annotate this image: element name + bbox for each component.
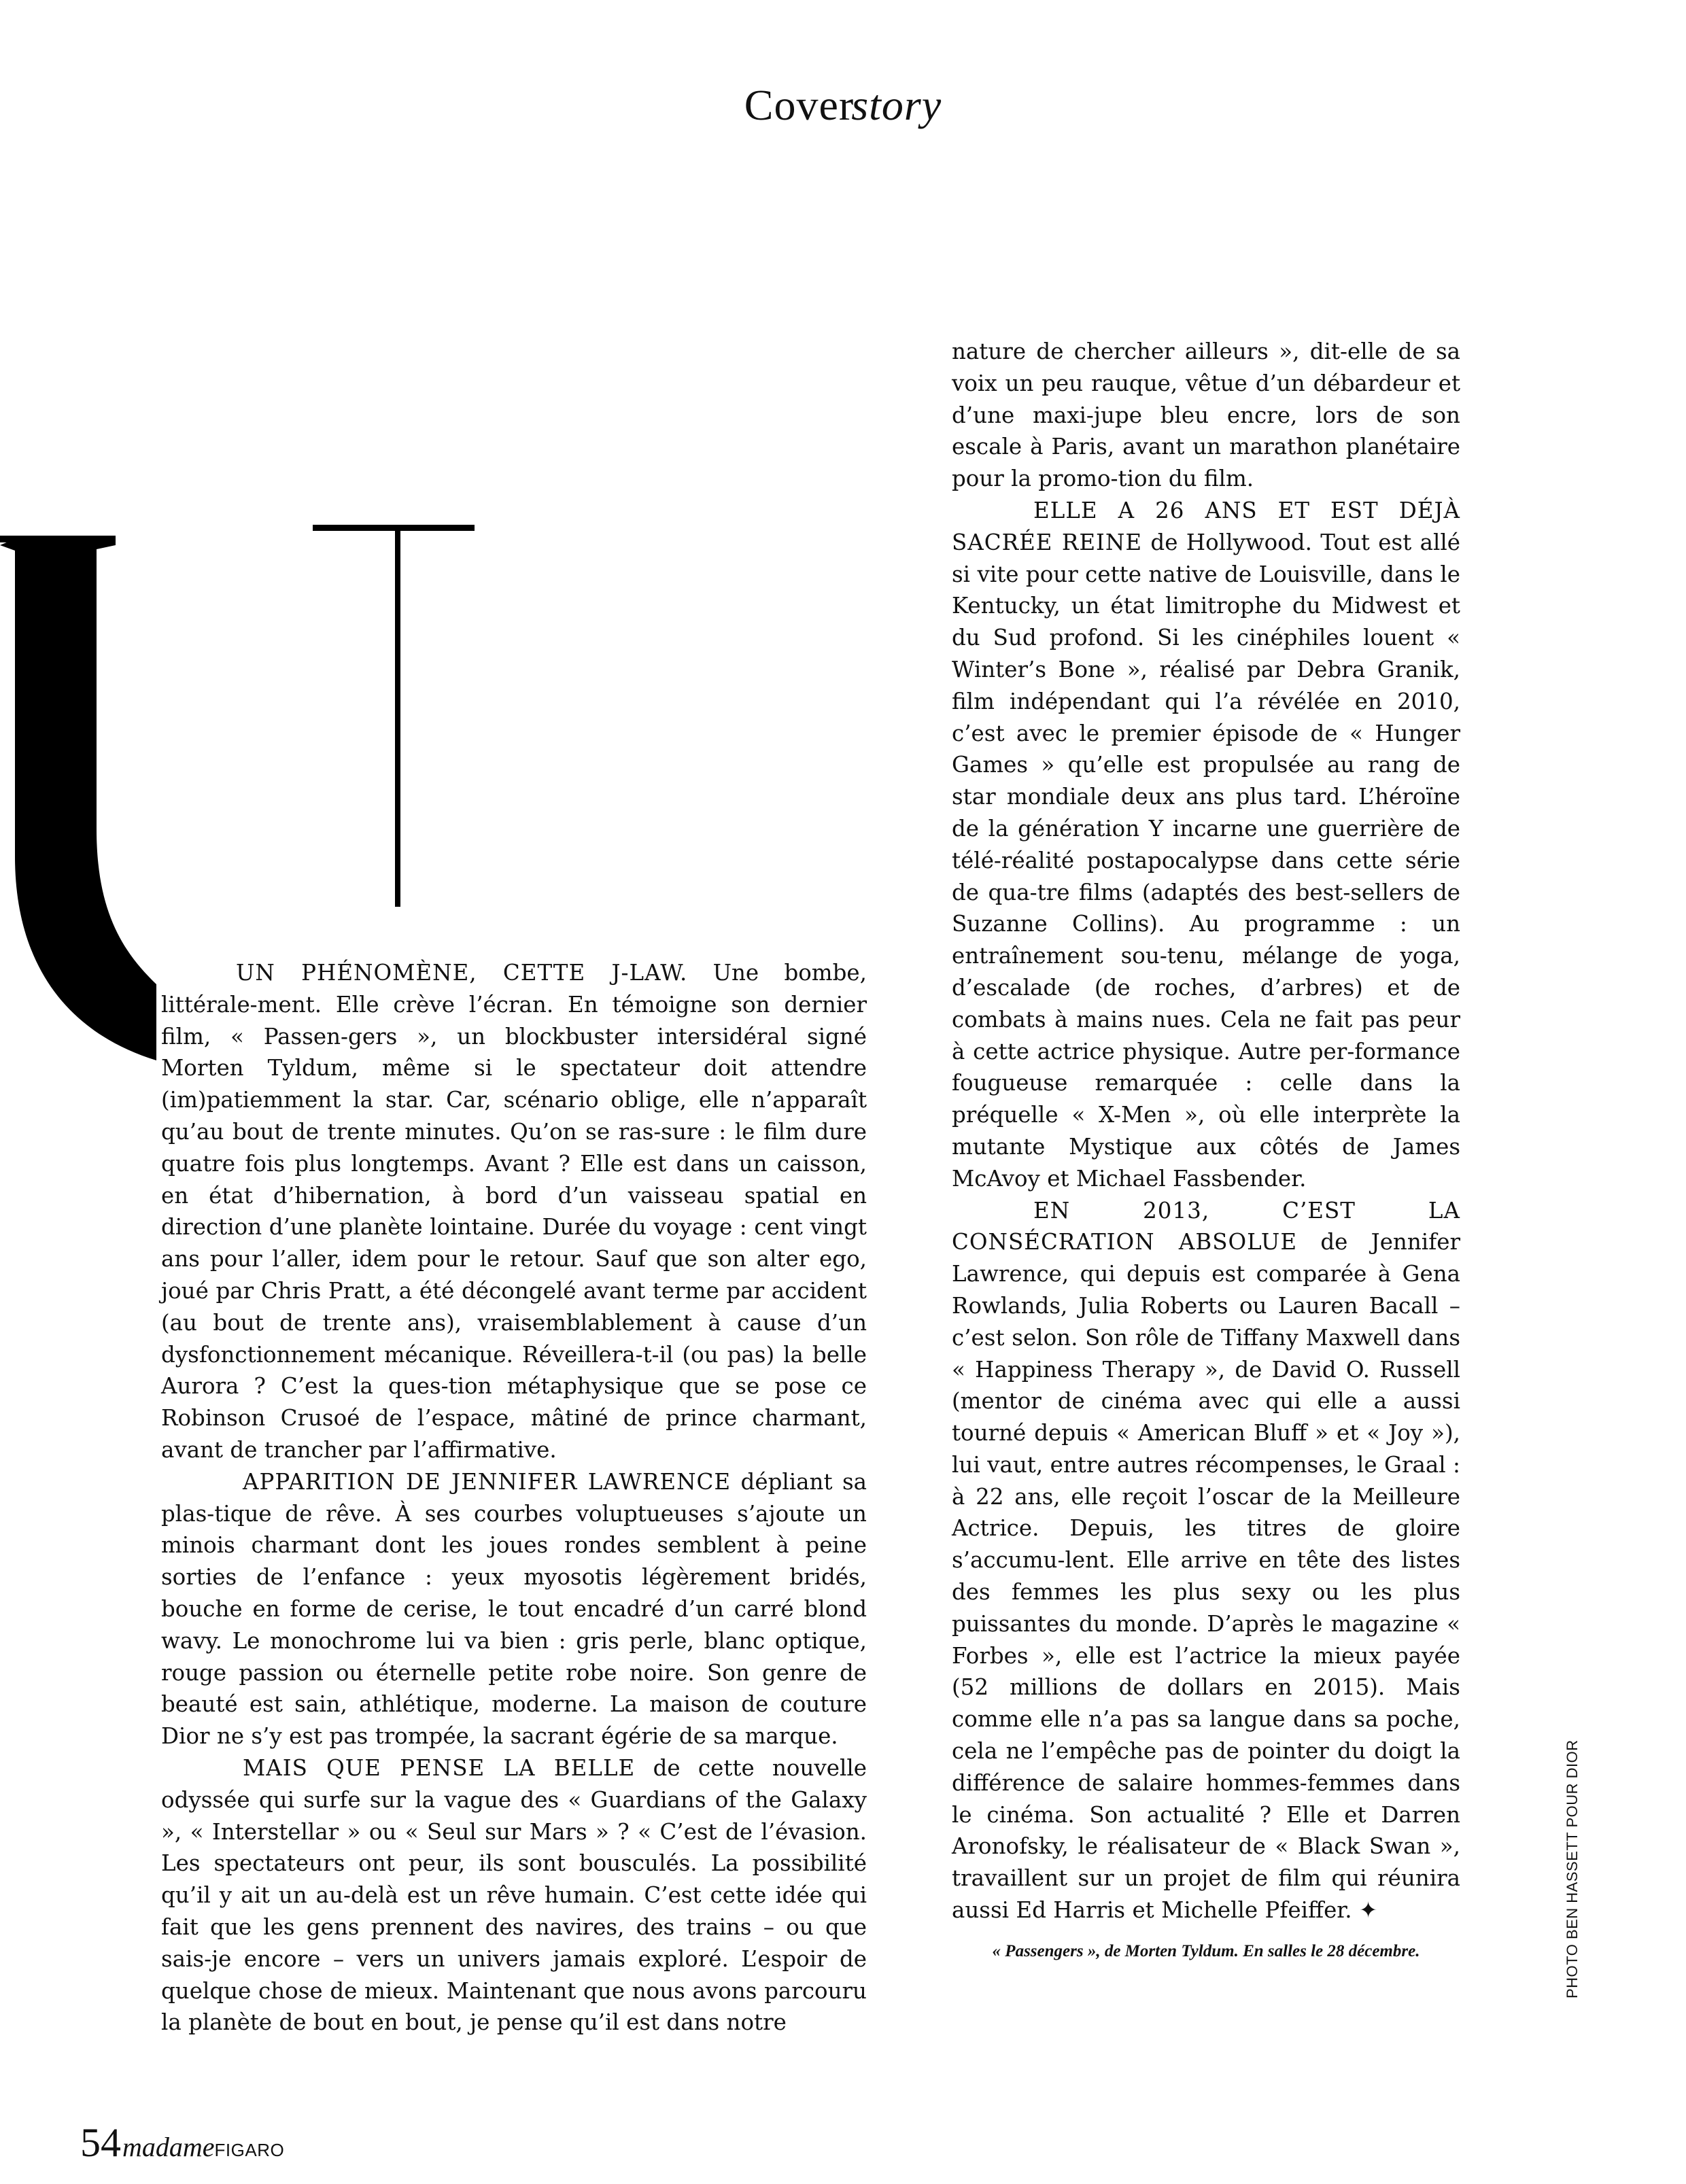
paragraph-lead: MAIS QUE PENSE LA BELLE (243, 1754, 636, 1781)
end-mark-icon: ✦ (1358, 1897, 1378, 1924)
photo-credit: PHOTO BEN HASSETT POUR DIOR (1564, 1739, 1581, 1998)
rubric-part2: story (851, 81, 942, 129)
left-paragraph-3 (161, 1752, 867, 2039)
section-rubric (0, 80, 1686, 131)
drop-cap-thin-stroke (395, 529, 400, 907)
magazine-name-part2: FIGARO (214, 2140, 285, 2160)
paragraph-lead: EN 2013, C’EST LA CONSÉCRATION ABSOLUE (952, 1197, 1460, 1255)
right-paragraph-3 (952, 1195, 1460, 1926)
left-text-column (161, 957, 867, 2039)
paragraph-text: de Hollywood. Tout est allé si vite pour cette native de Louisville, dans le Kentucky, un état limitrophe du Midwest et du Sud profond. Si les cinéphiles louent « Winter’s Bone », réalisé par Debra Granik, film indépendant qui l’a révélée en 2010, c’est avec le premier épisode de « Hunger Games » qu’elle est propulsée au rang de star mondiale deux ans plus tard. L’héroïne de la génération Y incarne une guerrière de télé-réalité postapocalypse dans cette série de qua-tre films (adaptés des best-sellers de Suzanne Collins). Au programme : un entraînement sou-tenu, mélange de yoga, d’escalade (de roches, d’arbres) et de combats à mains nues. Cela ne fait pas peur à cette actrice physique. Autre per-formance fougueuse remarquée : celle dans la préquelle « X-Men », où elle interprète la mutante Mystique aux côtés de James McAvoy et Michael Fassbender. (952, 529, 1461, 1192)
paragraph-text: Une bombe, littérale-ment. Elle crève l’écran. En témoigne son dernier film, « Passen-gers », un blockbuster intersidéral signé Morten Tyldum, même si le spectateur doit attendre (im)patiemment la star. Car, scénario oblige, elle n’apparaît qu’au bout de trente minutes. Qu’on se ras-sure : le film dure quatre fois plus longtemps. Avant ? Elle est dans un caisson, en état d’hibernation, à bord d’un vaisseau spatial en direction d’une planète lointaine. Durée du voyage : cent vingt ans pour l’aller, idem pour le retour. Sauf que son alter ego, joué par Chris Pratt, a été décongelé avant terme par accident (au bout de trente ans), vraisemblablement à cause d’un dysfonctionnement mécanique. Réveillera-t-il (ou pas) la belle Aurora ? C’est la ques-tion métaphysique que se pose ce Robinson Crusoé de l’espace, mâtiné de prince charmant, avant de trancher par l’affirmative. (161, 960, 867, 1463)
right-paragraph-1 (952, 336, 1460, 495)
paragraph-text: dépliant sa plas-tique de rêve. À ses courbes voluptueuses s’ajoute un minois charmant dont les joues rondes semblent à peine sorties de l’enfance : yeux myosotis légèrement bridés, bouche en forme de cerise, le tout encadré d’un carré blond wavy. Le monochrome lui va bien : gris perle, blanc optique, rouge passion ou éternelle petite robe noire. Son genre de beauté est sain, athlétique, moderne. La maison de couture Dior ne s’y est pas trompée, la sacrant égérie de sa marque. (161, 1468, 867, 1750)
drop-cap-left-serif (0, 536, 116, 542)
page-number: 54 (80, 2120, 121, 2165)
paragraph-text: de Jennifer Lawrence, qui depuis est comparée à Gena Rowlands, Julia Roberts ou Lauren Bacall – c’est selon. Son rôle de Tiffany Maxwell dans « Happiness Therapy », de David O. Russell (mentor de cinéma avec qui elle a aussi tourné depuis « American Bluff » et « Joy »), lui vaut, entre autres récompenses, le Graal : à 22 ans, elle reçoit l’oscar de la Meilleure Actrice. Depuis, les titres de gloire s’accumu-lent. Elle arrive en tête des listes des femmes les plus sexy ou les plus puissantes du monde. D’après le magazine « Forbes », elle est l’actrice la mieux payée (52 millions de dollars en 2015). Mais comme elle n’a pas sa langue dans sa poche, cela ne l’empêche pas de pointer du doigt la différence de salaire hommes-femmes dans le cinéma. Son actualité ? Elle et Darren Aronofsky, le réalisateur de « Black Swan », travaillent sur un projet de film qui réunira aussi Ed Harris et Michelle Pfeiffer. (952, 1229, 1460, 1924)
paragraph-lead: APPARITION DE JENNIFER LAWRENCE (243, 1468, 732, 1495)
paragraph-text: nature de chercher ailleurs », dit-elle de sa voix un peu rauque, vêtue d’un débardeur et d’une maxi-jupe bleu encre, lors de son escale à Paris, avant un marathon planétaire pour la promo-tion du film. (952, 339, 1460, 492)
left-paragraph-2 (161, 1466, 867, 1752)
paragraph-text: de cette nouvelle odyssée qui surfe sur la vague des « Guardians of the Galaxy », « Interstellar » ou « Seul sur Mars » ? « C’est de l’évasion. Les spectateurs ont peur, ils sont bousculés. La possibilité qu’il y ait un au-delà est un rêve humain. C’est cette idée qui fait que les gens prennent des navires, des trains – ou que sais-je encore – vers un univers jamais exploré. L’espoir de quelque chose de mieux. Maintenant que nous avons parcouru la planète de bout en bout, je pense qu’il est dans notre (161, 1754, 867, 2036)
paragraph-lead: UN PHÉNOMÈNE, CETTE J-LAW. (236, 960, 688, 986)
left-paragraph-1 (161, 957, 867, 1466)
film-credit: « Passengers », de Morten Tyldum. En salles le 28 décembre. (992, 1941, 1420, 1960)
right-paragraph-2 (952, 495, 1460, 1195)
page-folio (80, 2119, 284, 2166)
rubric-part1: Cover (744, 81, 855, 129)
paragraph-lead: ELLE A 26 ANS ET EST DÉJÀ SACRÉE REINE (952, 497, 1460, 555)
right-text-column (952, 336, 1460, 1968)
drop-cap-right-serif (313, 525, 475, 531)
drop-cap-thick-stroke (0, 538, 156, 1060)
magazine-name-part1: madame (122, 2132, 215, 2162)
